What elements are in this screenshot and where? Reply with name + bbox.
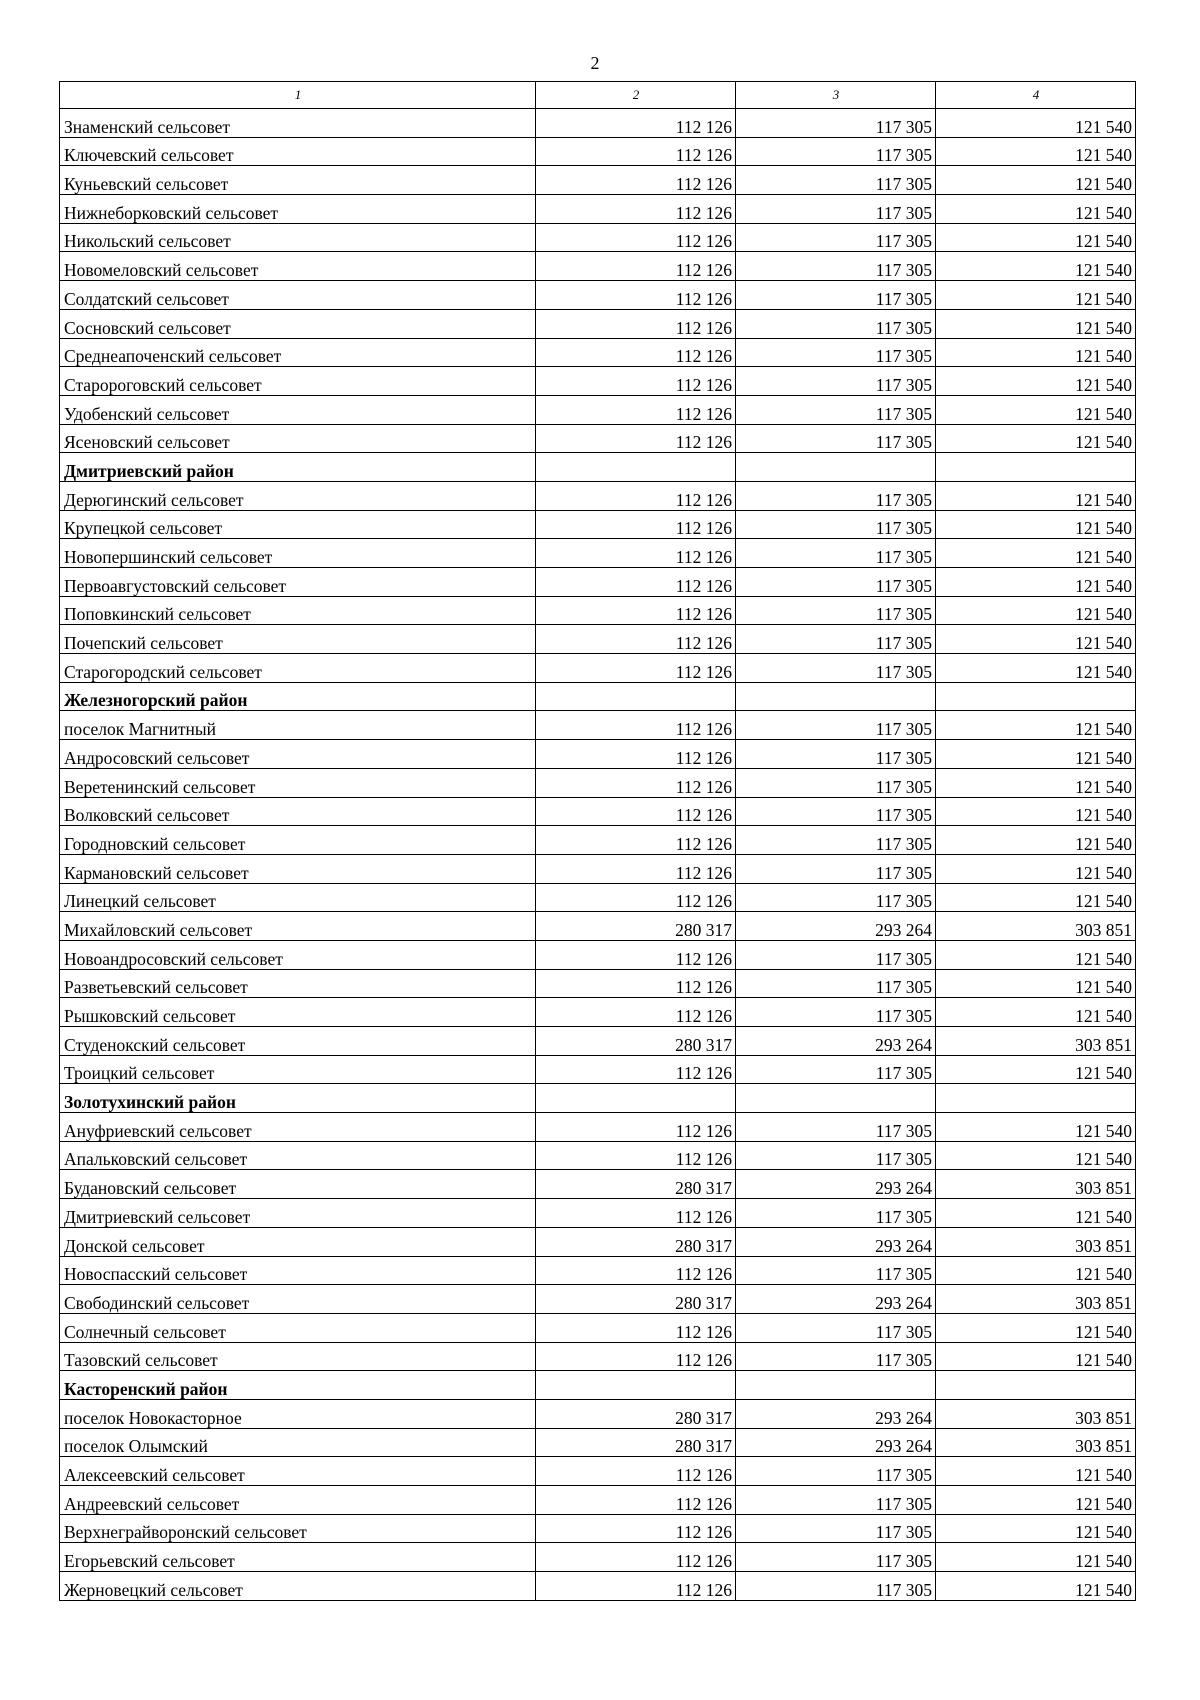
value-col-2: 112 126 <box>536 826 736 855</box>
table-row <box>60 1342 1136 1371</box>
value-col-3: 117 305 <box>736 1514 936 1543</box>
settlement-name: Старороговский сельсовет <box>60 367 536 396</box>
table-row <box>60 912 1136 941</box>
value-col-4: 303 851 <box>936 1399 1136 1428</box>
table-row <box>60 740 1136 769</box>
settlement-name: поселок Новокасторное <box>60 1399 536 1428</box>
value-col-3: 117 305 <box>736 510 936 539</box>
settlement-name: Солнечный сельсовет <box>60 1313 536 1342</box>
table-row <box>60 1428 1136 1457</box>
value-col-4: 121 540 <box>936 797 1136 826</box>
settlement-name: Никольский сельсовет <box>60 223 536 252</box>
value-col-4: 121 540 <box>936 1543 1136 1572</box>
settlement-name: Дерюгинский сельсовет <box>60 481 536 510</box>
settlement-name: поселок Олымский <box>60 1428 536 1457</box>
value-col-2: 112 126 <box>536 1055 736 1084</box>
settlement-name: Тазовский сельсовет <box>60 1342 536 1371</box>
value-col-4: 121 540 <box>936 883 1136 912</box>
value-col-3: 117 305 <box>736 395 936 424</box>
settlement-name: Новомеловский сельсовет <box>60 252 536 281</box>
value-col-2: 112 126 <box>536 940 736 969</box>
value-col-4: 303 851 <box>936 1027 1136 1056</box>
value-col-3: 117 305 <box>736 1313 936 1342</box>
table-row <box>60 1399 1136 1428</box>
table-row <box>60 1141 1136 1170</box>
settlement-name: Будановский сельсовет <box>60 1170 536 1199</box>
value-col-4: 303 851 <box>936 912 1136 941</box>
value-col-4: 121 540 <box>936 1457 1136 1486</box>
value-col-4: 121 540 <box>936 367 1136 396</box>
value-col-2: 280 317 <box>536 1399 736 1428</box>
value-col-2: 112 126 <box>536 854 736 883</box>
value-col-3: 117 305 <box>736 195 936 224</box>
value-col-3: 117 305 <box>736 1199 936 1228</box>
value-col-3: 293 264 <box>736 1227 936 1256</box>
value-col-2 <box>536 453 736 482</box>
value-col-4: 121 540 <box>936 1113 1136 1142</box>
value-col-3 <box>736 1371 936 1400</box>
settlement-name: Крупецкой сельсовет <box>60 510 536 539</box>
table-body <box>60 82 1136 1601</box>
table-row <box>60 1313 1136 1342</box>
settlement-name: Старогородский сельсовет <box>60 654 536 683</box>
table-row <box>60 1113 1136 1142</box>
settlement-name: Андросовский сельсовет <box>60 740 536 769</box>
value-col-2: 280 317 <box>536 1027 736 1056</box>
value-col-3: 117 305 <box>736 826 936 855</box>
value-col-2: 112 126 <box>536 1342 736 1371</box>
value-col-3: 117 305 <box>736 338 936 367</box>
value-col-3: 293 264 <box>736 1027 936 1056</box>
settlement-name: Дмитриевский сельсовет <box>60 1199 536 1228</box>
value-col-3: 117 305 <box>736 1543 936 1572</box>
value-col-2: 112 126 <box>536 252 736 281</box>
table-row <box>60 1514 1136 1543</box>
value-col-3: 117 305 <box>736 768 936 797</box>
value-col-3: 117 305 <box>736 568 936 597</box>
value-col-2: 112 126 <box>536 1199 736 1228</box>
settlement-name: Городновский сельсовет <box>60 826 536 855</box>
table-row <box>60 596 1136 625</box>
value-col-3: 117 305 <box>736 109 936 138</box>
value-col-2: 112 126 <box>536 424 736 453</box>
value-col-2: 112 126 <box>536 711 736 740</box>
settlement-name: Куньевский сельсовет <box>60 166 536 195</box>
settlement-name: Удобенский сельсовет <box>60 395 536 424</box>
data-table <box>59 81 1136 1601</box>
value-col-3: 117 305 <box>736 711 936 740</box>
value-col-2: 112 126 <box>536 367 736 396</box>
value-col-4: 121 540 <box>936 1313 1136 1342</box>
settlement-name: Первоавгустовский сельсовет <box>60 568 536 597</box>
table-row <box>60 1572 1136 1601</box>
table-row <box>60 711 1136 740</box>
value-col-4: 121 540 <box>936 768 1136 797</box>
value-col-2: 280 317 <box>536 912 736 941</box>
value-col-3: 293 264 <box>736 1399 936 1428</box>
value-col-2: 112 126 <box>536 1141 736 1170</box>
value-col-2: 112 126 <box>536 1572 736 1601</box>
settlement-name: Поповкинский сельсовет <box>60 596 536 625</box>
table-row <box>60 109 1136 138</box>
value-col-3 <box>736 682 936 711</box>
value-col-4: 121 540 <box>936 969 1136 998</box>
column-header-1: 1 <box>60 82 536 109</box>
value-col-4: 121 540 <box>936 1342 1136 1371</box>
value-col-3: 117 305 <box>736 883 936 912</box>
value-col-3: 117 305 <box>736 539 936 568</box>
value-col-2: 112 126 <box>536 969 736 998</box>
settlement-name: Алексеевский сельсовет <box>60 1457 536 1486</box>
table-row <box>60 137 1136 166</box>
value-col-4: 121 540 <box>936 826 1136 855</box>
table-row <box>60 539 1136 568</box>
value-col-2: 112 126 <box>536 1514 736 1543</box>
value-col-4: 121 540 <box>936 711 1136 740</box>
column-header-2: 2 <box>536 82 736 109</box>
value-col-3: 117 305 <box>736 854 936 883</box>
table-row <box>60 1199 1136 1228</box>
region-name: Золотухинский район <box>60 1084 536 1113</box>
settlement-name: Михайловский сельсовет <box>60 912 536 941</box>
settlement-name: Веретенинский сельсовет <box>60 768 536 797</box>
table-row <box>60 424 1136 453</box>
table-row <box>60 826 1136 855</box>
settlement-name: Солдатский сельсовет <box>60 281 536 310</box>
value-col-2: 112 126 <box>536 654 736 683</box>
value-col-2: 112 126 <box>536 338 736 367</box>
value-col-4: 121 540 <box>936 596 1136 625</box>
value-col-3: 117 305 <box>736 797 936 826</box>
table-row <box>60 223 1136 252</box>
table-row <box>60 969 1136 998</box>
value-col-4: 121 540 <box>936 539 1136 568</box>
table-row <box>60 797 1136 826</box>
settlement-name: Ясеновский сельсовет <box>60 424 536 453</box>
value-col-4: 303 851 <box>936 1227 1136 1256</box>
value-col-2: 280 317 <box>536 1428 736 1457</box>
value-col-3: 117 305 <box>736 481 936 510</box>
value-col-4: 121 540 <box>936 481 1136 510</box>
value-col-4: 121 540 <box>936 195 1136 224</box>
value-col-2: 112 126 <box>536 596 736 625</box>
value-col-2: 112 126 <box>536 223 736 252</box>
table-row <box>60 1543 1136 1572</box>
value-col-3: 117 305 <box>736 1457 936 1486</box>
value-col-2: 112 126 <box>536 1313 736 1342</box>
table-row <box>60 1457 1136 1486</box>
region-name: Дмитриевский район <box>60 453 536 482</box>
value-col-3: 117 305 <box>736 654 936 683</box>
value-col-4: 121 540 <box>936 1256 1136 1285</box>
value-col-2: 112 126 <box>536 481 736 510</box>
value-col-3: 293 264 <box>736 912 936 941</box>
settlement-name: Кармановский сельсовет <box>60 854 536 883</box>
settlement-name: Линецкий сельсовет <box>60 883 536 912</box>
value-col-3: 117 305 <box>736 1572 936 1601</box>
value-col-2: 112 126 <box>536 109 736 138</box>
table-row <box>60 625 1136 654</box>
value-col-2 <box>536 1371 736 1400</box>
value-col-3: 117 305 <box>736 1486 936 1515</box>
value-col-3: 117 305 <box>736 252 936 281</box>
value-col-4: 121 540 <box>936 740 1136 769</box>
page-number: 2 <box>590 53 600 73</box>
value-col-3: 117 305 <box>736 940 936 969</box>
table-row <box>60 883 1136 912</box>
settlement-name: Нижнеборковский сельсовет <box>60 195 536 224</box>
region-row <box>60 682 1136 711</box>
value-col-3 <box>736 453 936 482</box>
settlement-name: Егорьевский сельсовет <box>60 1543 536 1572</box>
value-col-2: 112 126 <box>536 1543 736 1572</box>
value-col-2: 112 126 <box>536 740 736 769</box>
value-col-2: 112 126 <box>536 137 736 166</box>
settlement-name: Жерновецкий сельсовет <box>60 1572 536 1601</box>
table-row <box>60 166 1136 195</box>
column-header-3: 3 <box>736 82 936 109</box>
value-col-3: 293 264 <box>736 1170 936 1199</box>
value-col-4: 121 540 <box>936 1199 1136 1228</box>
settlement-name: Апальковский сельсовет <box>60 1141 536 1170</box>
settlement-name: Знаменский сельсовет <box>60 109 536 138</box>
table-row <box>60 1170 1136 1199</box>
table-row <box>60 367 1136 396</box>
table-row <box>60 998 1136 1027</box>
value-col-4: 121 540 <box>936 510 1136 539</box>
value-col-3 <box>736 1084 936 1113</box>
value-col-2: 112 126 <box>536 797 736 826</box>
table-row <box>60 395 1136 424</box>
value-col-4: 121 540 <box>936 940 1136 969</box>
value-col-4: 121 540 <box>936 137 1136 166</box>
value-col-2: 112 126 <box>536 1457 736 1486</box>
table-row <box>60 1227 1136 1256</box>
header-row <box>60 82 1136 109</box>
table-row <box>60 940 1136 969</box>
settlement-name: Новопершинский сельсовет <box>60 539 536 568</box>
settlement-name: Новоандросовский сельсовет <box>60 940 536 969</box>
table-row <box>60 1285 1136 1314</box>
value-col-2: 112 126 <box>536 510 736 539</box>
value-col-4: 121 540 <box>936 166 1136 195</box>
table-row <box>60 252 1136 281</box>
settlement-name: Среднеапоченский сельсовет <box>60 338 536 367</box>
table-row <box>60 1027 1136 1056</box>
settlement-name: Сосновский сельсовет <box>60 309 536 338</box>
value-col-4: 121 540 <box>936 338 1136 367</box>
settlement-name: Студенокский сельсовет <box>60 1027 536 1056</box>
value-col-3: 117 305 <box>736 740 936 769</box>
value-col-4: 121 540 <box>936 625 1136 654</box>
value-col-2 <box>536 682 736 711</box>
table-row <box>60 768 1136 797</box>
value-col-2 <box>536 1084 736 1113</box>
value-col-3: 117 305 <box>736 1055 936 1084</box>
settlement-name: Верхнеграйворонский сельсовет <box>60 1514 536 1543</box>
table-row <box>60 309 1136 338</box>
value-col-4: 121 540 <box>936 1055 1136 1084</box>
value-col-2: 112 126 <box>536 195 736 224</box>
value-col-3: 117 305 <box>736 424 936 453</box>
value-col-3: 293 264 <box>736 1428 936 1457</box>
settlement-name: Андреевский сельсовет <box>60 1486 536 1515</box>
value-col-2: 112 126 <box>536 625 736 654</box>
settlement-name: Троицкий сельсовет <box>60 1055 536 1084</box>
value-col-2: 112 126 <box>536 568 736 597</box>
value-col-2: 112 126 <box>536 395 736 424</box>
value-col-3: 117 305 <box>736 223 936 252</box>
region-row <box>60 453 1136 482</box>
region-name: Касторенский район <box>60 1371 536 1400</box>
value-col-4: 303 851 <box>936 1428 1136 1457</box>
table-row <box>60 195 1136 224</box>
value-col-4: 121 540 <box>936 568 1136 597</box>
column-header-4: 4 <box>936 82 1136 109</box>
value-col-4: 121 540 <box>936 1141 1136 1170</box>
value-col-4: 121 540 <box>936 1572 1136 1601</box>
settlement-name: Свободинский сельсовет <box>60 1285 536 1314</box>
value-col-3: 117 305 <box>736 137 936 166</box>
value-col-2: 112 126 <box>536 166 736 195</box>
value-col-3: 117 305 <box>736 309 936 338</box>
value-col-4: 121 540 <box>936 1486 1136 1515</box>
table-row <box>60 510 1136 539</box>
value-col-3: 117 305 <box>736 1256 936 1285</box>
value-col-4: 303 851 <box>936 1170 1136 1199</box>
table-row <box>60 481 1136 510</box>
settlement-name: Волковский сельсовет <box>60 797 536 826</box>
value-col-4 <box>936 1084 1136 1113</box>
value-col-2: 112 126 <box>536 1256 736 1285</box>
settlement-name: Почепский сельсовет <box>60 625 536 654</box>
value-col-4: 121 540 <box>936 109 1136 138</box>
value-col-2: 280 317 <box>536 1227 736 1256</box>
settlement-name: Разветьевский сельсовет <box>60 969 536 998</box>
value-col-3: 117 305 <box>736 1141 936 1170</box>
table-row <box>60 1256 1136 1285</box>
table-row <box>60 568 1136 597</box>
value-col-2: 112 126 <box>536 1486 736 1515</box>
table-row <box>60 654 1136 683</box>
value-col-3: 117 305 <box>736 596 936 625</box>
value-col-3: 293 264 <box>736 1285 936 1314</box>
value-col-4: 303 851 <box>936 1285 1136 1314</box>
value-col-4: 121 540 <box>936 424 1136 453</box>
value-col-2: 112 126 <box>536 768 736 797</box>
value-col-2: 112 126 <box>536 998 736 1027</box>
value-col-4: 121 540 <box>936 223 1136 252</box>
value-col-2: 112 126 <box>536 281 736 310</box>
value-col-4: 121 540 <box>936 309 1136 338</box>
table-row <box>60 281 1136 310</box>
value-col-4 <box>936 682 1136 711</box>
settlement-name: Ануфриевский сельсовет <box>60 1113 536 1142</box>
value-col-4 <box>936 1371 1136 1400</box>
region-row <box>60 1084 1136 1113</box>
value-col-4: 121 540 <box>936 1514 1136 1543</box>
value-col-3: 117 305 <box>736 969 936 998</box>
region-name: Железногорский район <box>60 682 536 711</box>
value-col-2: 280 317 <box>536 1285 736 1314</box>
value-col-4: 121 540 <box>936 854 1136 883</box>
value-col-2: 112 126 <box>536 309 736 338</box>
settlement-name: Рышковский сельсовет <box>60 998 536 1027</box>
value-col-4 <box>936 453 1136 482</box>
value-col-4: 121 540 <box>936 654 1136 683</box>
table-row <box>60 1486 1136 1515</box>
value-col-2: 112 126 <box>536 1113 736 1142</box>
table-row <box>60 338 1136 367</box>
settlement-name: Донской сельсовет <box>60 1227 536 1256</box>
value-col-2: 280 317 <box>536 1170 736 1199</box>
table-row <box>60 854 1136 883</box>
settlement-name: поселок Магнитный <box>60 711 536 740</box>
value-col-3: 117 305 <box>736 166 936 195</box>
value-col-3: 117 305 <box>736 1113 936 1142</box>
settlement-name: Новоспасский сельсовет <box>60 1256 536 1285</box>
value-col-3: 117 305 <box>736 1342 936 1371</box>
value-col-3: 117 305 <box>736 281 936 310</box>
value-col-3: 117 305 <box>736 625 936 654</box>
value-col-4: 121 540 <box>936 395 1136 424</box>
value-col-3: 117 305 <box>736 998 936 1027</box>
value-col-2: 112 126 <box>536 539 736 568</box>
value-col-2: 112 126 <box>536 883 736 912</box>
value-col-4: 121 540 <box>936 998 1136 1027</box>
value-col-4: 121 540 <box>936 252 1136 281</box>
settlement-name: Ключевский сельсовет <box>60 137 536 166</box>
region-row <box>60 1371 1136 1400</box>
table-row <box>60 1055 1136 1084</box>
value-col-4: 121 540 <box>936 281 1136 310</box>
value-col-3: 117 305 <box>736 367 936 396</box>
